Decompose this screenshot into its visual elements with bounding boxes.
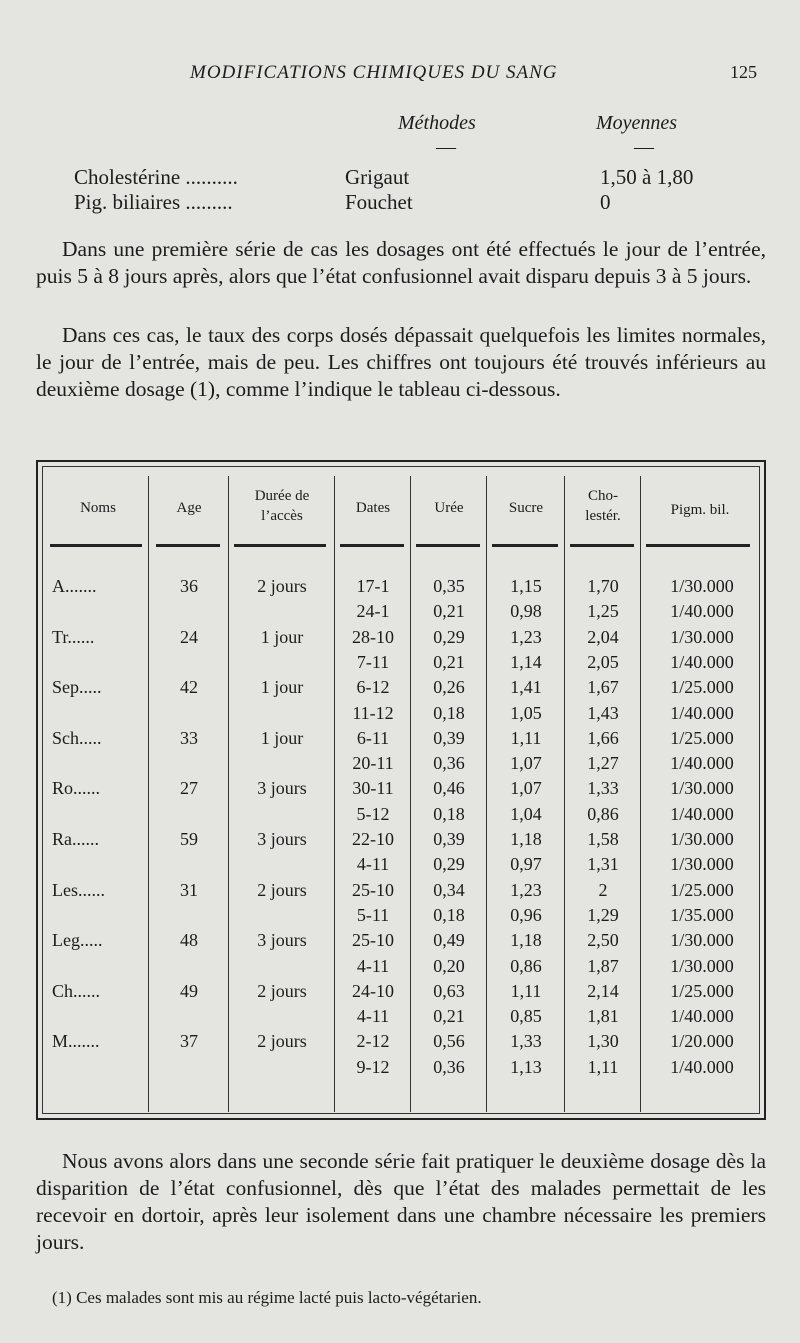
cell-cholesterine: 1,70 (587, 576, 619, 596)
patient-age: 59 (180, 829, 198, 849)
method-row-mean: 0 (600, 190, 611, 214)
methods-dash: — (436, 136, 456, 158)
cell-uree: 0,18 (433, 702, 465, 723)
paragraph (36, 236, 766, 290)
paragraph-text: Dans une première série de cas les dosages ont été effectués le jour de l’entrée, puis 5 à 8 jours après, alors que l’état confusionnel avait disparu depuis 3 à 5 jours. (36, 237, 766, 288)
patient-duration: 1 jour (260, 677, 304, 698)
cell-cholesterine: 1,25 (587, 601, 619, 622)
cell-cholesterine: 2,50 (587, 930, 619, 951)
cell-sucre: 1,33 (510, 1031, 542, 1052)
patient-age: 27 (180, 778, 198, 799)
cell-uree: 0,26 (433, 677, 465, 698)
cell-date: 9-12 (356, 1056, 390, 1077)
cell-pigm-bil: 1/40.000 (670, 651, 734, 672)
cell-pigm-bil: 1/30.000 (670, 626, 734, 647)
cell-pigm-bil: 1/25.000 (670, 980, 734, 1001)
patient-name: Tr...... (52, 626, 95, 647)
cell-uree: 0,29 (433, 854, 465, 875)
patient-name: Ra...... (52, 829, 99, 849)
patient-duration: 2 jours (257, 879, 307, 900)
header-duree-line1: Durée de (254, 488, 310, 504)
cell-uree: 0,34 (433, 879, 465, 900)
header-rule (340, 544, 404, 547)
cell-date: 24-10 (352, 980, 394, 1001)
cell-uree: 0,21 (433, 1006, 465, 1027)
paragraph (36, 322, 766, 403)
cell-sucre: 1,18 (510, 930, 542, 951)
cell-date: 5-12 (356, 803, 390, 824)
patient-age: 31 (180, 879, 198, 900)
cell-date: 11-12 (352, 702, 394, 723)
cell-cholesterine: 1,31 (587, 854, 619, 875)
header-pigm: Pigm. bil. (670, 502, 730, 518)
header-age: Age (176, 500, 202, 516)
patient-age: 49 (180, 980, 198, 1001)
patient-name: Leg..... (52, 930, 103, 951)
method-row-mean: 1,50 à 1,80 (600, 165, 694, 189)
cell-date: 17-1 (356, 576, 390, 596)
cell-pigm-bil: 1/40.000 (670, 601, 734, 622)
cell-cholesterine: 1,58 (587, 829, 619, 849)
patient-name: M....... (52, 1031, 100, 1052)
column-divider (228, 476, 229, 1112)
cell-cholesterine: 1,33 (587, 778, 619, 799)
patient-name: Les...... (52, 879, 105, 900)
cell-sucre: 1,11 (510, 727, 542, 748)
cell-uree: 0,63 (433, 980, 465, 1001)
cell-sucre: 0,97 (510, 854, 542, 875)
patient-name: A....... (52, 576, 97, 596)
paragraph-text: Nous avons alors dans une seconde série fait pratiquer le deuxième dosage dès la disparition de l’état confusionnel, dès que l’état des malades permettait de les recevoir en dortoir, après leur isolement dans une chambre nécessaire les premiers jours. (36, 1149, 766, 1254)
paragraph (36, 1148, 766, 1256)
patient-duration: 1 jour (260, 626, 304, 647)
cell-cholesterine: 1,43 (587, 702, 619, 723)
cell-uree: 0,49 (433, 930, 465, 951)
header-sucre: Sucre (508, 500, 544, 516)
header-duree (230, 486, 334, 526)
cell-uree: 0,21 (433, 651, 465, 672)
blood-chemistry-table (36, 460, 766, 1120)
cell-sucre: 0,86 (510, 955, 542, 976)
cell-cholesterine: 1,29 (587, 904, 619, 925)
chapter-title: MODIFICATIONS CHIMIQUES DU SANG (190, 62, 558, 83)
methods-header: Méthodes (398, 112, 476, 134)
means-header: Moyennes (596, 112, 678, 134)
header-rule (646, 544, 750, 547)
cell-date: 24-1 (356, 601, 390, 622)
cell-sucre: 1,23 (510, 626, 542, 647)
patient-duration: 3 jours (257, 829, 307, 849)
means-dash: — (634, 136, 654, 158)
header-chol-line1: Cho- (588, 488, 618, 504)
header-rule (50, 544, 142, 547)
header-cholesterine (566, 486, 640, 526)
cell-pigm-bil: 1/30.000 (670, 576, 734, 596)
cell-date: 4-11 (356, 854, 390, 875)
patient-name: Sch..... (52, 727, 102, 748)
cell-date: 5-11 (356, 904, 390, 925)
cell-cholesterine: 2 (598, 879, 608, 900)
patient-age: 37 (180, 1031, 198, 1052)
cell-pigm-bil: 1/40.000 (670, 803, 734, 824)
patient-duration: 2 jours (257, 576, 307, 596)
cell-uree: 0,46 (433, 778, 465, 799)
column-divider (410, 476, 411, 1112)
cell-uree: 0,21 (433, 601, 465, 622)
cell-pigm-bil: 1/20.000 (670, 1031, 734, 1052)
cell-uree: 0,39 (433, 829, 465, 849)
cell-date: 30-11 (352, 778, 394, 799)
cell-sucre: 0,98 (510, 601, 542, 622)
method-row-label: Cholestérine .......... (74, 165, 238, 189)
patient-age: 42 (180, 677, 198, 698)
cell-cholesterine: 1,11 (587, 1056, 619, 1077)
cell-cholesterine: 1,87 (587, 955, 619, 976)
cell-sucre: 1,07 (510, 778, 542, 799)
running-head (0, 62, 800, 90)
page-number: 125 (730, 62, 757, 82)
cell-sucre: 1,13 (510, 1056, 542, 1077)
patient-duration: 3 jours (257, 930, 307, 951)
cell-uree: 0,36 (433, 753, 465, 774)
patient-age: 33 (180, 727, 198, 748)
patient-age: 48 (180, 930, 198, 951)
cell-sucre: 0,85 (510, 1006, 542, 1027)
cell-uree: 0,18 (433, 803, 465, 824)
cell-date: 2-12 (356, 1031, 390, 1052)
header-rule (156, 544, 220, 547)
patient-duration: 2 jours (257, 980, 307, 1001)
column-divider (640, 476, 641, 1112)
cell-pigm-bil: 1/30.000 (670, 930, 734, 951)
header-rule (492, 544, 558, 547)
cell-pigm-bil: 1/30.000 (670, 854, 734, 875)
patient-duration: 1 jour (260, 727, 304, 748)
cell-cholesterine: 0,86 (587, 803, 619, 824)
cell-sucre: 1,23 (510, 879, 542, 900)
patient-age: 36 (180, 576, 198, 596)
patient-age: 24 (180, 626, 198, 647)
cell-sucre: 1,15 (510, 576, 542, 596)
cell-pigm-bil: 1/35.000 (670, 904, 734, 925)
patient-name: Sep..... (52, 677, 102, 698)
header-rule (570, 544, 634, 547)
cell-pigm-bil: 1/40.000 (670, 1056, 734, 1077)
cell-pigm-bil: 1/30.000 (670, 829, 734, 849)
cell-sucre: 1,41 (510, 677, 542, 698)
header-noms: Noms (80, 500, 116, 516)
cell-cholesterine: 1,30 (587, 1031, 619, 1052)
cell-cholesterine: 1,27 (587, 753, 619, 774)
cell-date: 28-10 (352, 626, 394, 647)
cell-sucre: 1,11 (510, 980, 542, 1001)
method-row-method: Grigaut (345, 165, 410, 189)
paragraph-text: Dans ces cas, le taux des corps dosés dépassait quelquefois les limites normales, le jour de l’entrée, mais de peu. Les chiffres ont toujours été trouvés inférieurs au deuxième dosage (1), comme l’indique le tableau ci-dessous. (36, 323, 766, 401)
column-divider (486, 476, 487, 1112)
cell-cholesterine: 1,66 (587, 727, 619, 748)
cell-pigm-bil: 1/25.000 (670, 727, 734, 748)
patient-name: Ro...... (52, 778, 101, 799)
cell-pigm-bil: 1/25.000 (670, 879, 734, 900)
cell-pigm-bil: 1/40.000 (670, 1006, 734, 1027)
cell-pigm-bil: 1/40.000 (670, 702, 734, 723)
cell-pigm-bil: 1/30.000 (670, 955, 734, 976)
cell-sucre: 1,05 (510, 702, 542, 723)
cell-date: 6-12 (356, 677, 390, 698)
cell-sucre: 1,18 (510, 829, 542, 849)
cell-uree: 0,35 (433, 576, 465, 596)
cell-date: 25-10 (352, 930, 394, 951)
cell-date: 4-11 (356, 1006, 390, 1027)
cell-uree: 0,36 (433, 1056, 465, 1077)
cell-sucre: 0,96 (510, 904, 542, 925)
cell-date: 20-11 (352, 753, 394, 774)
cell-pigm-bil: 1/25.000 (670, 677, 734, 698)
cell-sucre: 1,04 (510, 803, 542, 824)
patient-name: Ch...... (52, 980, 101, 1001)
cell-date: 22-10 (352, 829, 394, 849)
patient-duration: 3 jours (257, 778, 307, 799)
cell-uree: 0,39 (433, 727, 465, 748)
cell-cholesterine: 2,14 (587, 980, 619, 1001)
cell-cholesterine: 2,04 (587, 626, 619, 647)
header-duree-line2: l’accès (261, 508, 303, 524)
header-dates: Dates (355, 500, 391, 516)
header-rule (416, 544, 480, 547)
cell-uree: 0,18 (433, 904, 465, 925)
header-uree: Urée (434, 500, 464, 516)
method-row-label: Pig. biliaires ......... (74, 190, 233, 214)
cell-pigm-bil: 1/30.000 (670, 778, 734, 799)
cell-uree: 0,56 (433, 1031, 465, 1052)
cell-pigm-bil: 1/40.000 (670, 753, 734, 774)
cell-date: 25-10 (352, 879, 394, 900)
cell-sucre: 1,07 (510, 753, 542, 774)
header-chol-line2: lestér. (585, 508, 621, 524)
cell-cholesterine: 1,81 (587, 1006, 619, 1027)
cell-cholesterine: 2,05 (587, 651, 619, 672)
column-divider (334, 476, 335, 1112)
cell-date: 7-11 (356, 651, 390, 672)
cell-uree: 0,29 (433, 626, 465, 647)
cell-sucre: 1,14 (510, 651, 542, 672)
header-rule (234, 544, 326, 547)
cell-date: 4-11 (356, 955, 390, 976)
method-row-method: Fouchet (345, 190, 413, 214)
footnote: (1) Ces malades sont mis au régime lacté puis lacto-végétarien. (52, 1288, 482, 1307)
patient-duration: 2 jours (257, 1031, 307, 1052)
column-divider (148, 476, 149, 1112)
cell-date: 6-11 (356, 727, 390, 748)
cell-uree: 0,20 (433, 955, 465, 976)
column-divider (564, 476, 565, 1112)
cell-cholesterine: 1,67 (587, 677, 619, 698)
